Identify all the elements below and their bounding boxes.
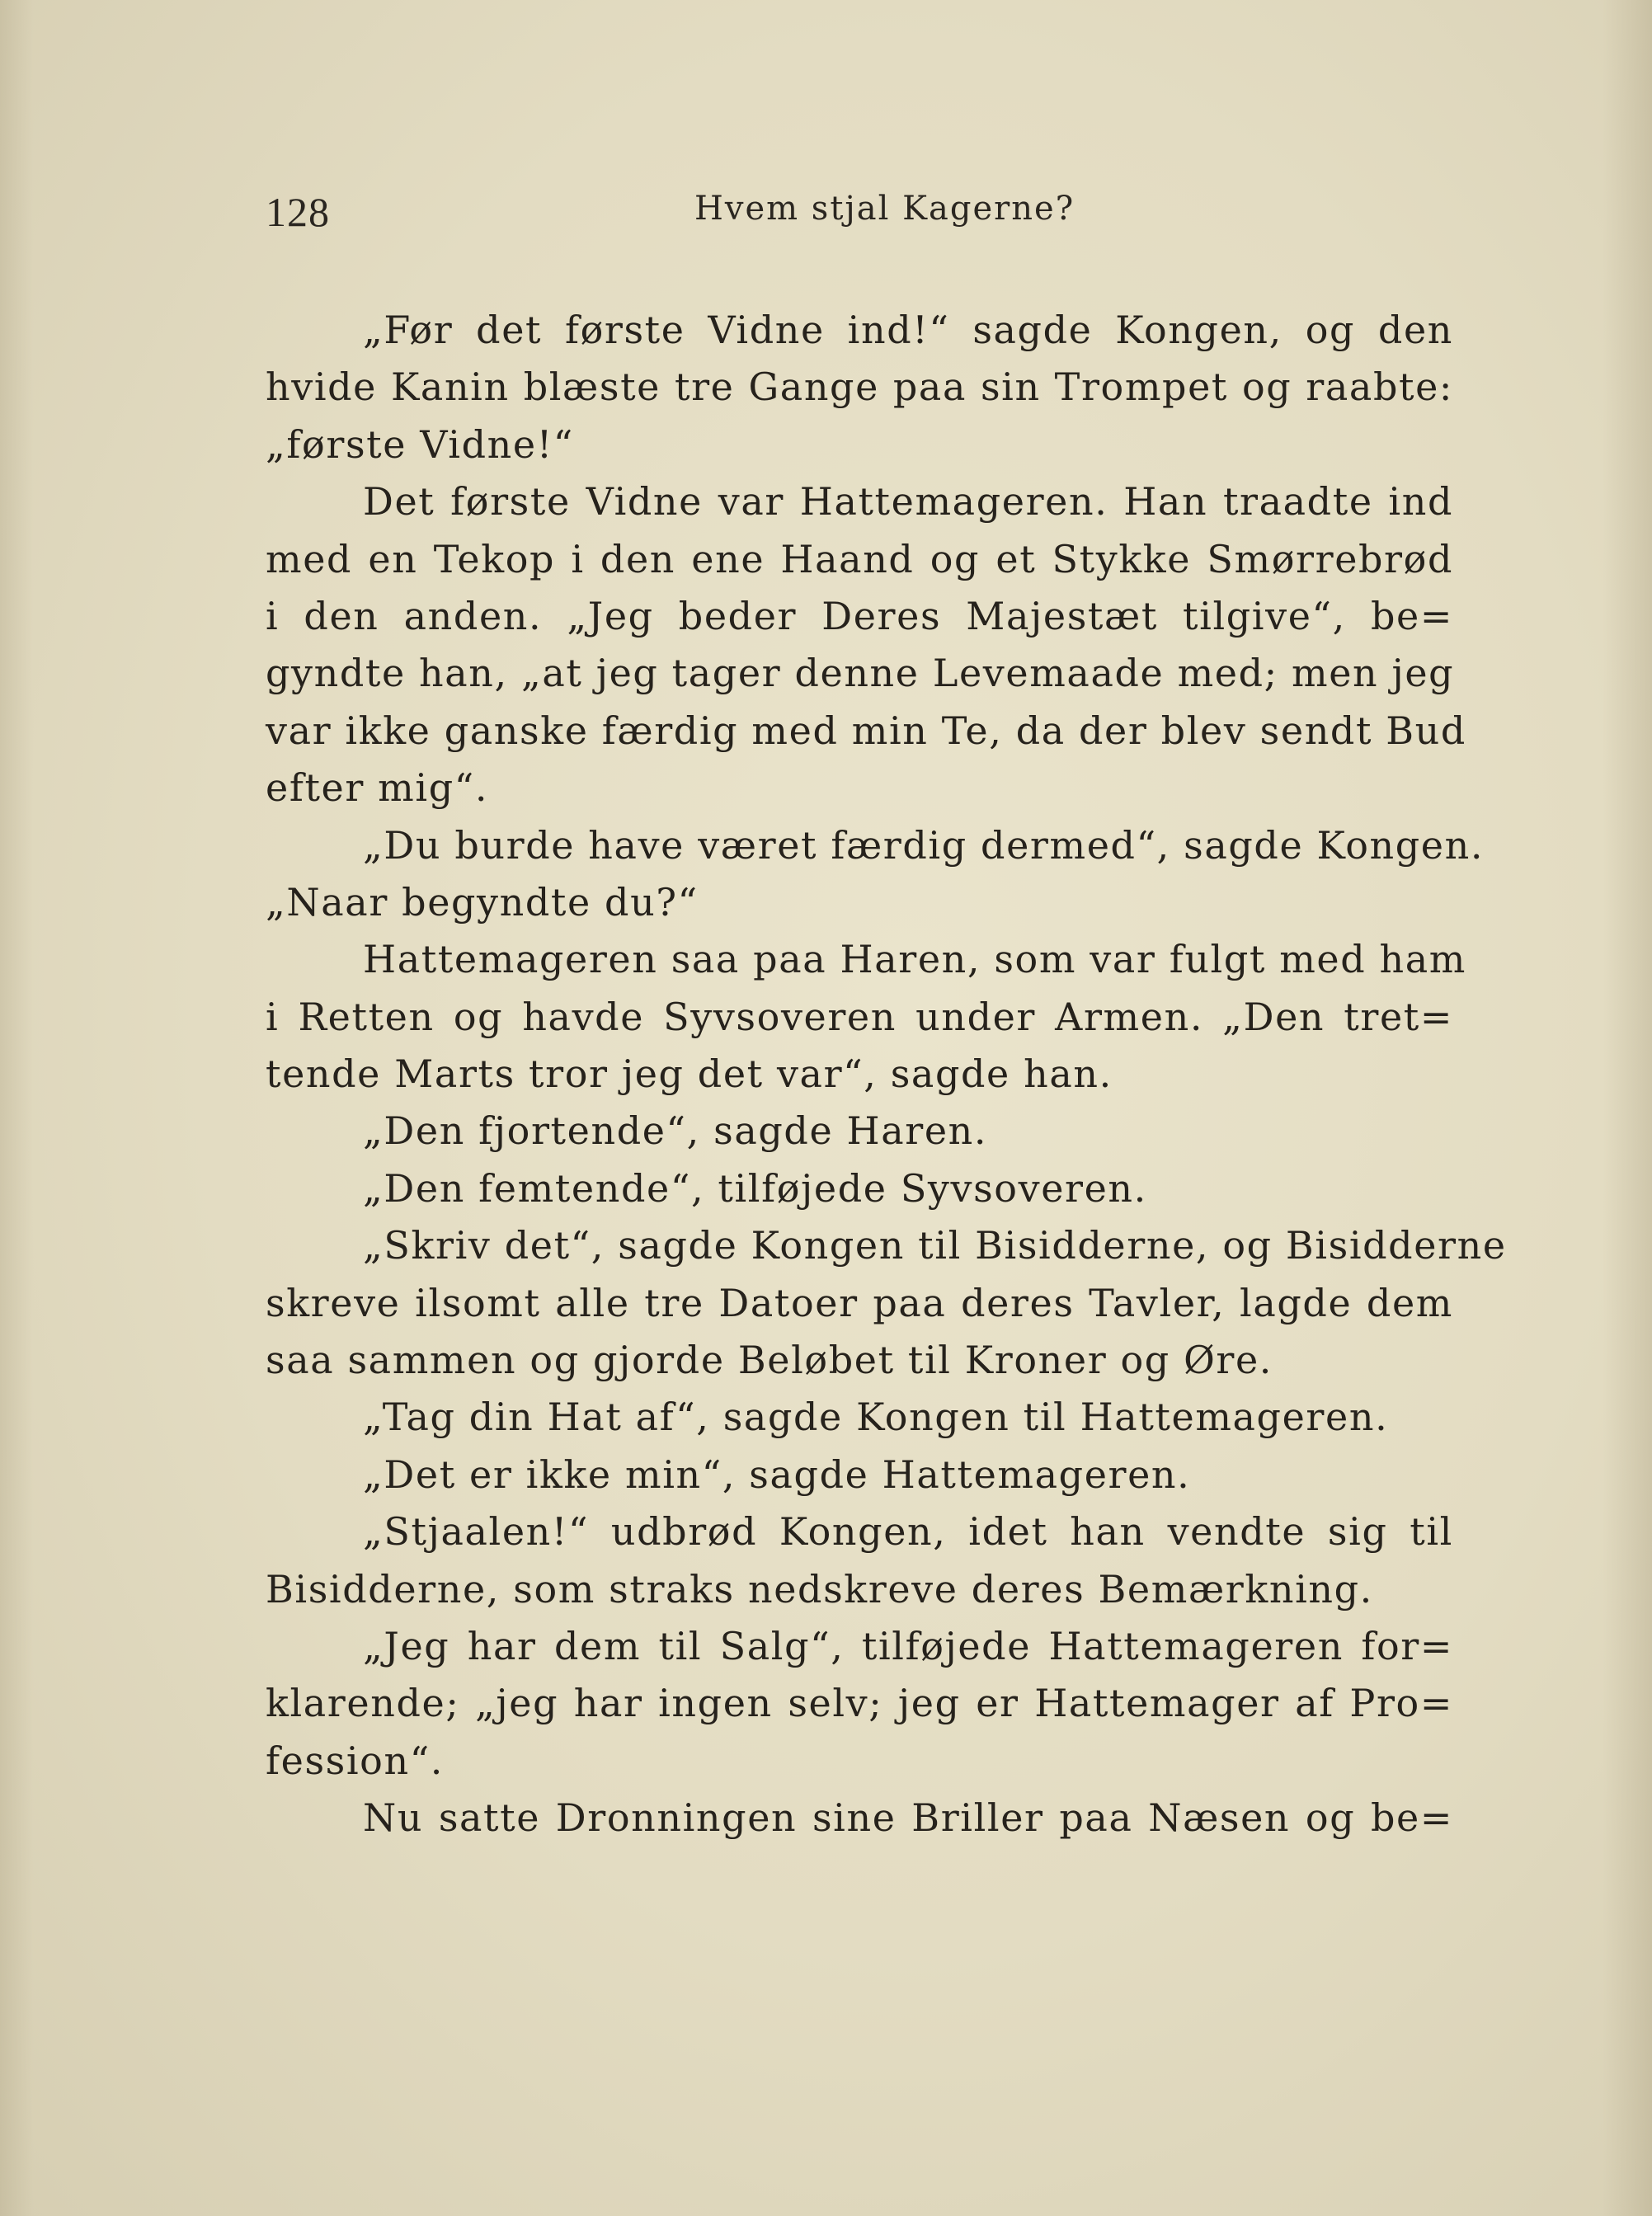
page-shadow-left: [0, 0, 33, 2216]
page-number: 128: [266, 189, 330, 235]
text-line: Hattemageren saa paa Haren, som var fulgt med ham: [363, 937, 1466, 982]
text-line: med en Tekop i den ene Haand og et Stykke Smørrebrød: [266, 536, 1453, 581]
text-line: „Før det første Vidne ind!“ sagde Kongen, og den: [363, 308, 1453, 352]
text-line: gyndte han, „at jeg tager denne Levemaade med; men jeg: [266, 651, 1455, 696]
text-line: „første Vidne!“: [266, 421, 574, 467]
body-text: [266, 302, 1507, 1847]
text-line: Det første Vidne var Hattemageren. Han traadte ind: [363, 479, 1453, 525]
text-line: saa sammen og gjorde Beløbet til Kroner og Øre.: [266, 1338, 1273, 1383]
text-line: i den anden. „Jeg beder Deres Majestæt tilgive“, be=: [266, 593, 1453, 638]
text-line: „Den femtende“, tilføjede Syvsoveren.: [363, 1165, 1147, 1211]
running-head: [266, 188, 1461, 246]
text-line: „Tag din Hat af“, sagde Kongen til Hattemageren.: [363, 1395, 1389, 1440]
text-line: skreve ilsomt alle tre Datoer paa deres Tavler, lagde dem: [266, 1280, 1453, 1325]
running-title: Hvem stjal Kagerne?: [694, 190, 1075, 228]
text-line: „Det er ikke min“, sagde Hattemageren.: [363, 1451, 1191, 1497]
text-line: i Retten og havde Syvsoveren under Armen. „Den tret=: [266, 994, 1453, 1039]
text-line: var ikke ganske færdig med min Te, da der blev sendt Bud: [266, 708, 1466, 753]
text-line: efter mig“.: [266, 765, 489, 811]
text-line: Bisidderne, som straks nedskreve deres Bemærkning.: [266, 1566, 1373, 1611]
text-line: fession“.: [266, 1738, 445, 1783]
text-line: „Du burde have været færdig dermed“, sagde Kongen.: [363, 822, 1485, 868]
text-line: „Jeg har dem til Salg“, tilføjede Hattemageren for=: [363, 1623, 1453, 1668]
text-line: klarende; „jeg har ingen selv; jeg er Hattemager af Pro=: [266, 1681, 1453, 1726]
text-line: „Den fjortende“, sagde Haren.: [363, 1108, 988, 1154]
text-line: „Skriv det“, sagde Kongen til Bisidderne, og Bisidderne: [363, 1223, 1507, 1268]
page-shadow-right: [1603, 0, 1652, 2216]
text-line: „Stjaalen!“ udbrød Kongen, idet han vendte sig til: [363, 1509, 1453, 1555]
text-line: Nu satte Dronningen sine Briller paa Næsen og be=: [363, 1795, 1453, 1841]
text-line: hvide Kanin blæste tre Gange paa sin Trompet og raabte:: [266, 365, 1453, 410]
text-line: „Naar begyndte du?“: [266, 879, 699, 925]
text-line: tende Marts tror jeg det var“, sagde han.: [266, 1052, 1113, 1097]
